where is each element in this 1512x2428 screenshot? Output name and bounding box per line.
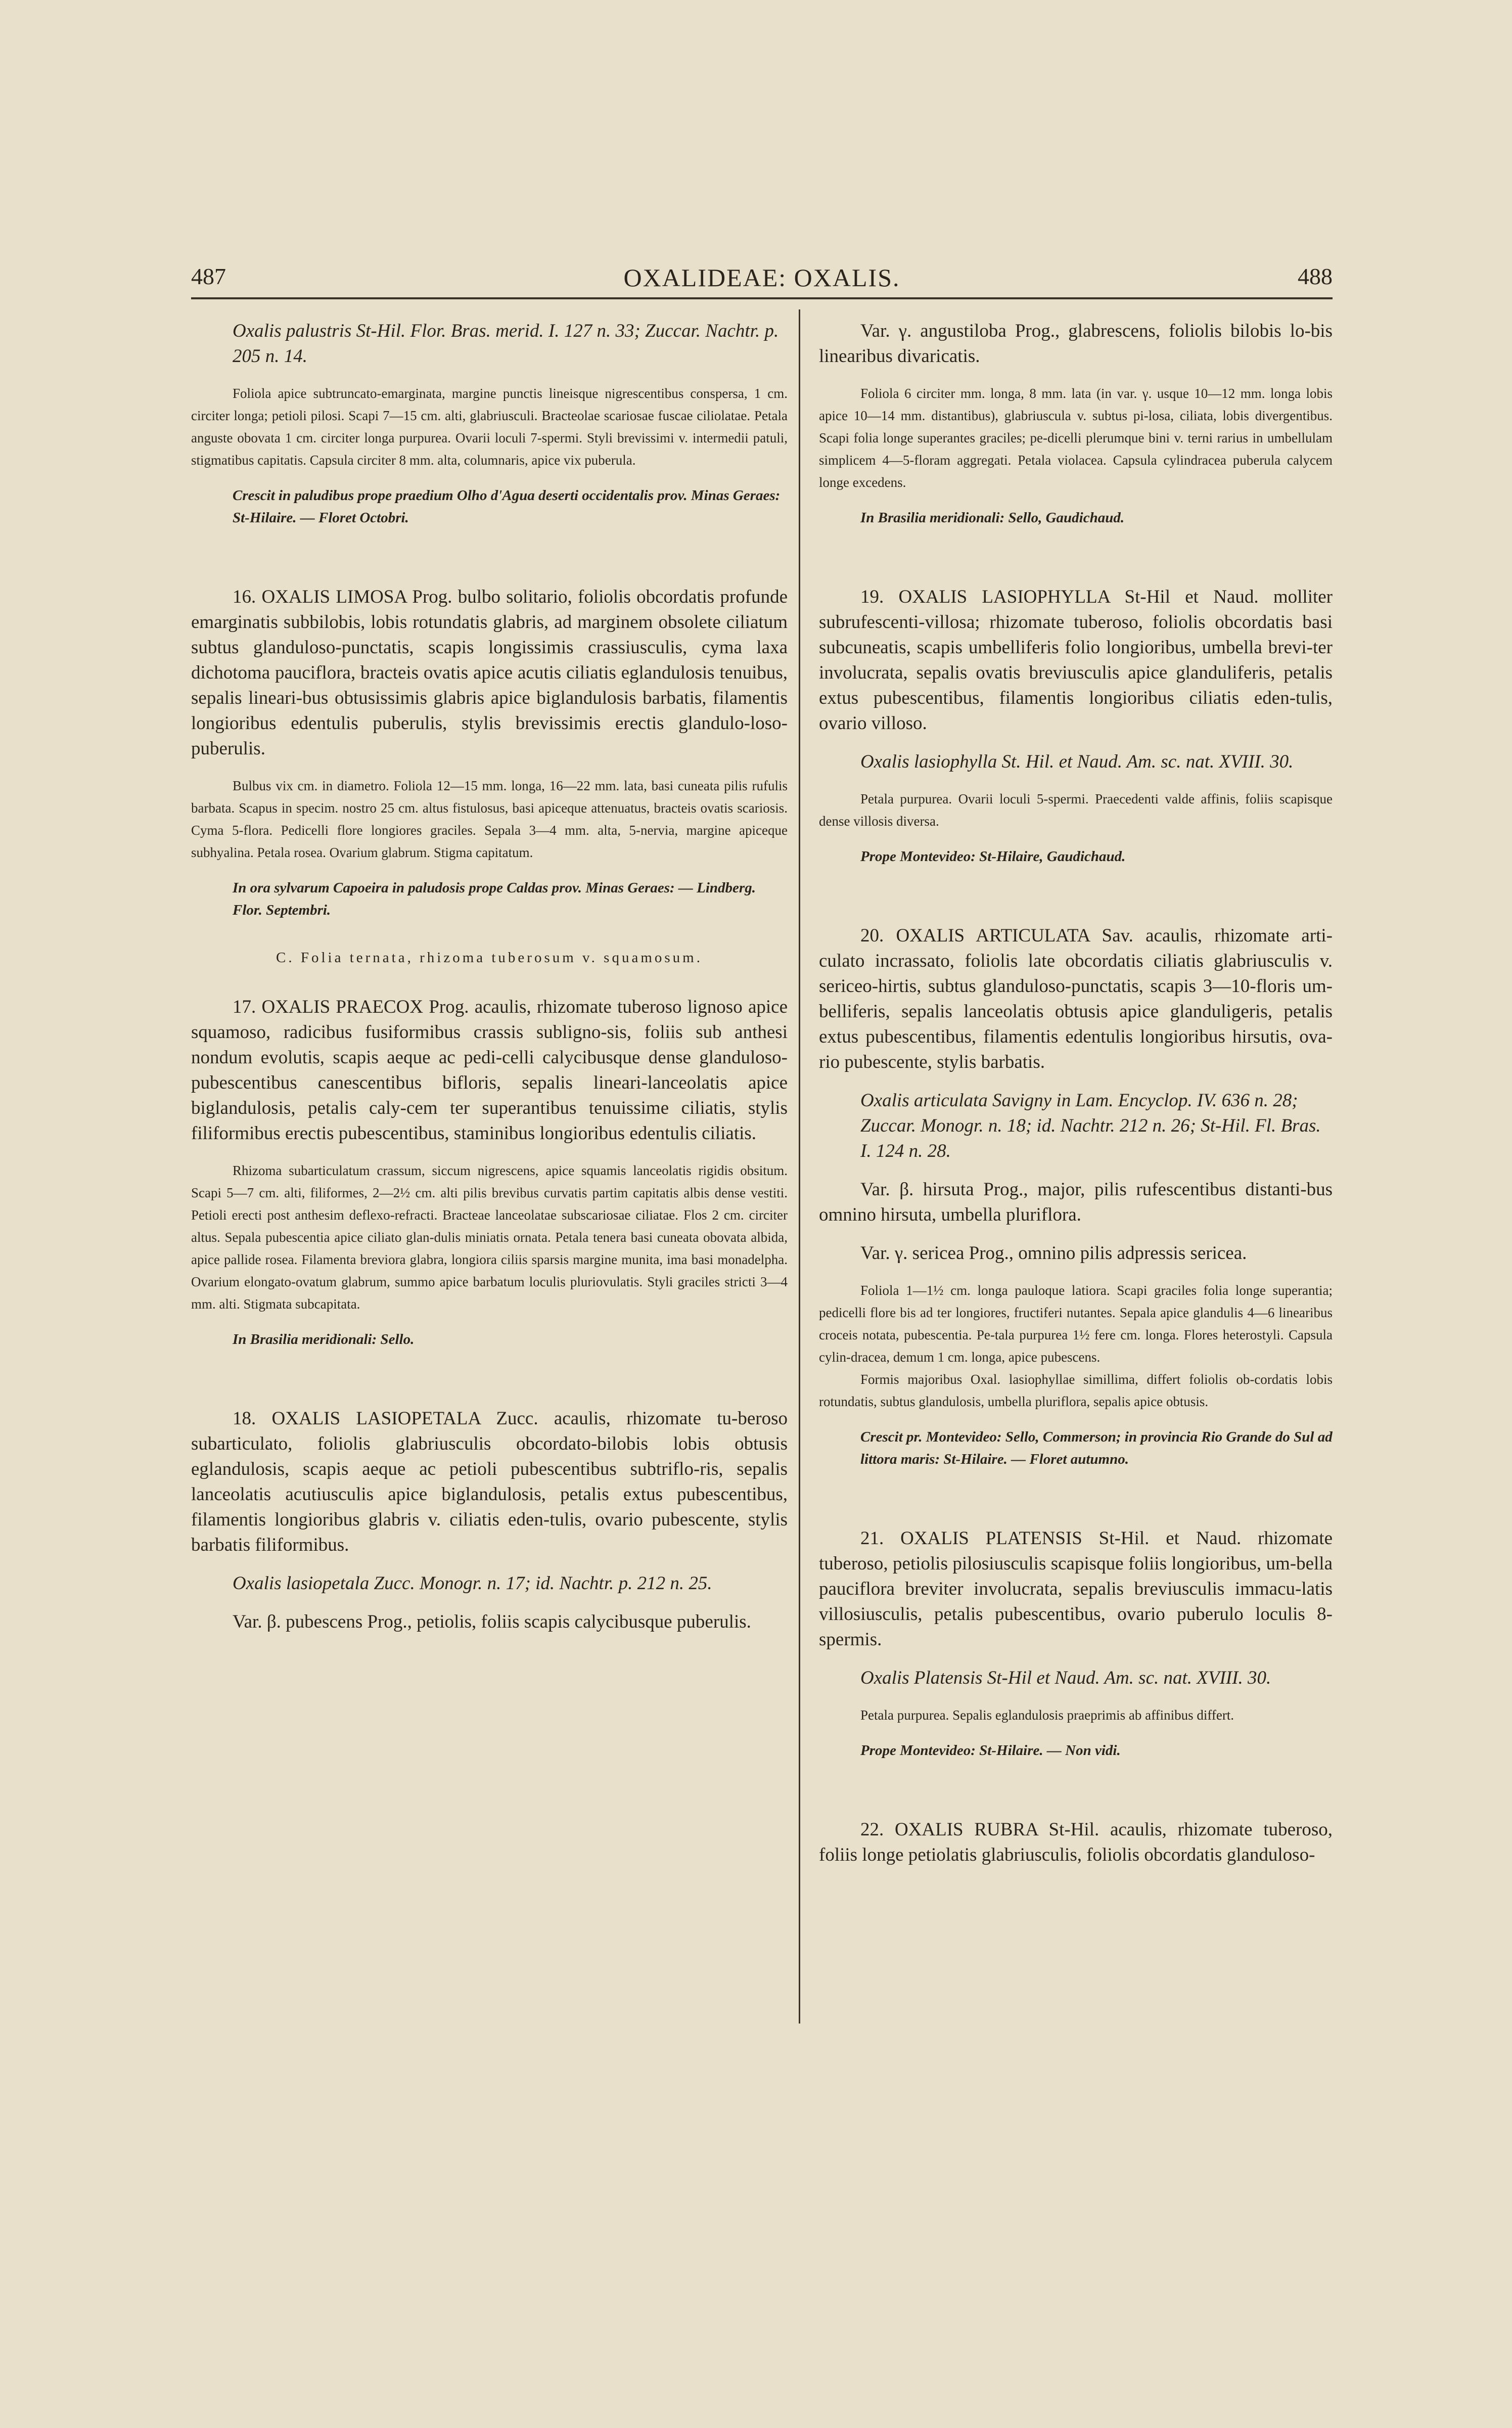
citation: Oxalis Platensis St-Hil et Naud. Am. sc. nat. XVIII. 30. — [860, 1668, 1271, 1688]
locality: In Brasilia meridionali: Sello, Gaudichaud. — [860, 510, 1125, 526]
description: Foliola 1—1½ cm. longa pauloque latiora. Scapi graciles folia longe superantia; pedicelli flore bis ad ter longiores, fructiferi nutantes. Sepala apice glandulis 4—6 linearibus croceis notata, pubescentia. Pe-tala purpurea 1½ fere cm. longa. Flores heterostyli. Capsula cylin-dracea, demum 1 cm. longa, apice pubescens. — [819, 1283, 1333, 1365]
variety: Var. β. hirsuta Prog., major, pilis rufescentibus distanti-bus omnino hirsuta, umbella pluriflora. — [819, 1179, 1333, 1225]
species-diagnosis: 20. OXALIS ARTICULATA Sav. acaulis, rhizomate arti-culato incrassato, foliolis late obcordatis ciliatis glabriusculis v. sericeo-hirtis, subtus glanduloso-punctatis, scapis 3—10-floris um-belliferis, sepalis lanceolatis obtusis apice glanduligeris, petalis extus pubescentibus, filamentis edentulis longioribus hirsutis, ova-rio pubescente, stylis barbatis. — [819, 925, 1333, 1072]
description: Bulbus vix cm. in diametro. Foliola 12—15 mm. longa, 16—22 mm. lata, basi cuneata pilis rufulis barbata. Scapus in specim. nostro 25 cm. altus fistulosus, basi apiceque attenuatus, bracteis ovatis scariosis. Cyma 5-flora. Pedicelli flore longiores graciles. Sepala 3—4 mm. alta, 5-nervia, margine apiceque subhyalina. Petala rosea. Ovarium glabrum. Stigma capitatum. — [191, 778, 788, 860]
species-diagnosis: 19. OXALIS LASIOPHYLLA St-Hil et Naud. molliter subrufescenti-villosa; rhizomate tuberoso, foliolis obcordatis basi subcuneatis, scapis umbelliferis folio longioribus, umbella brevi-ter involucrata, sepalis ovatis breviusculis apice glanduliferis, petalis extus pubescentibus, filamentis longioribus ciliatis eden-tulis, ovario villoso. — [819, 587, 1333, 734]
species-diagnosis: 21. OXALIS PLATENSIS St-Hil. et Naud. rhizomate tuberoso, petiolis pilosiusculis scapisque foliis longioribus, um-bella pauciflora breviter involucrata, sepalis breviusculis immacu-latis villosiusculis, petalis pubescentibus, ovario puberulo loculis 8-spermis. — [819, 1528, 1333, 1650]
section-heading: C. Folia ternata, rhizoma tuberosum v. squamosum. — [276, 950, 703, 966]
species-diagnosis: 16. OXALIS LIMOSA Prog. bulbo solitario, foliolis obcordatis profunde emarginatis subbilobis, lobis rotundatis glabris, ad marginem obsolete ciliatum subtus glanduloso-punctatis, scapis longissimis crassiusculis, cyma laxa dichotoma pauciflora, bracteis ovatis apice acutis ciliatis eglandulosis tenuibus, sepalis lineari-bus obtusissimis glabris apice biglandulosis barbatis, filamentis longioribus edentulis puberulis, stylis brevissimis erectis glandulo-loso-puberulis. — [191, 587, 788, 759]
variety: Var. γ. sericea Prog., omnino pilis adpressis sericea. — [860, 1243, 1247, 1264]
running-title: OXALIDEAE: OXALIS. — [623, 263, 900, 292]
description: Petala purpurea. Ovarii loculi 5-spermi. Praecedenti valde affinis, foliis scapisque dense villosis diversa. — [819, 791, 1333, 829]
locality: Crescit pr. Montevideo: Sello, Commerson; in provincia Rio Grande do Sul ad littora maris: St-Hilaire. — Floret autumno. — [860, 1429, 1333, 1467]
locality: Prope Montevideo: St-Hilaire. — Non vidi. — [860, 1742, 1121, 1759]
description: Foliola apice subtruncato-emarginata, margine punctis lineisque nigrescentibus conspersa, 1 cm. circiter longa; petioli pilosi. Scapi 7—15 cm. alti, glabriusculi. Bracteolae scariosae fuscae ciliolatae. Petala anguste obovata 1 cm. circiter longa purpurea. Ovarii loculi 7-spermi. Styli brevissimi v. intermedii patuli, stigmatibus capitatis. Capsula circiter 8 mm. alta, columnaris, apice vix puberula. — [191, 386, 788, 468]
column-divider — [799, 309, 800, 2024]
page-number-left: 487 — [191, 263, 226, 289]
page-number-right: 488 — [1298, 263, 1333, 289]
citation: Oxalis lasiopetala Zucc. Monogr. n. 17; id. Nachtr. p. 212 n. 25. — [233, 1573, 712, 1594]
species-diagnosis: 18. OXALIS LASIOPETALA Zucc. acaulis, rhizomate tu-beroso subarticulato, foliolis glabriusculis obcordato-bilobis lobis obtusis eglandulosis, scapis aeque ac petioli pubescentibus subtriflo-ris, sepalis lanceolatis acutiusculis apice biglandulosis, petalis extus pubescentibus, filamentis longioribus glabris v. ciliatis eden-tulis, ovario pubescente, stylis barbatis filiformibus. — [191, 1408, 788, 1555]
citation: Oxalis palustris St-Hil. Flor. Bras. merid. I. 127 n. 33; Zuccar. Nachtr. p. 205 n. 14. — [233, 321, 779, 367]
citation: Oxalis lasiophylla St. Hil. et Naud. Am. sc. nat. XVIII. 30. — [860, 751, 1294, 772]
left-column — [191, 319, 788, 1635]
description: Rhizoma subarticulatum crassum, siccum nigrescens, apice squamis lanceolatis rigidis obsitum. Scapi 5—7 cm. alti, filiformes, 2—2½ cm. alti pilis brevibus curvatis partim capitatis albis dense vestiti. Petioli erecti post anthesim deflexo-refracti. Bracteae lanceolatae subscariosae ciliatae. Flos 2 cm. circiter altus. Sepala pubescentia apice ciliato glan-dulis miniatis ornata. Petala tenera basi cuneata obovata albida, apice pallide rosea. Filamenta breviora glabra, longiora ciliis sparsis margine munita, ima basi monadelpha. Ovarium elongato-ovatum glabrum, summo apice barbatum loculis pluriovulatis. Styli graciles stricti 3—4 mm. alti. Stigmata subcapitata. — [191, 1163, 788, 1312]
species-diagnosis: 22. OXALIS RUBRA St-Hil. acaulis, rhizomate tuberoso, foliis longe petiolatis glabriusculis, foliolis obcordatis glanduloso- — [819, 1819, 1333, 1865]
locality: Crescit in paludibus prope praedium Olho d'Agua deserti occidentalis prov. Minas Geraes: St-Hilaire. — Floret Octobri. — [233, 487, 781, 526]
variety: Var. β. pubescens Prog., petiolis, foliis scapis calycibusque puberulis. — [233, 1611, 751, 1632]
locality: Prope Montevideo: St-Hilaire, Gaudichaud. — [860, 848, 1126, 865]
right-column — [819, 319, 1333, 1868]
species-diagnosis: 17. OXALIS PRAECOX Prog. acaulis, rhizomate tuberoso lignoso apice squamoso, radicibus fusiformibus crassis subligno-sis, foliis sub anthesi nondum evolutis, scapis aeque ac pedi-celli calycibusque dense glanduloso-pubescentibus canescentibus bifloris, sepalis lineari-lanceolatis apice biglandulosis, petalis caly-cem ter superantibus tenuissime ciliatis, stylis filiformibus erectis pubescentibus, staminibus longioribus edentulis ciliatis. — [191, 997, 788, 1144]
description: Formis majoribus Oxal. lasiophyllae simillima, differt foliolis ob-cordatis lobis rotundatis, subtus glandulosis, umbella pluriflora, sepalis apice obtusis. — [819, 1372, 1333, 1409]
locality: In ora sylvarum Capoeira in paludosis prope Caldas prov. Minas Geraes: — Lindberg. Flor. Septembri. — [233, 880, 756, 918]
description: Petala purpurea. Sepalis eglandulosis praeprimis ab affinibus differt. — [860, 1707, 1234, 1723]
description: Foliola 6 circiter mm. longa, 8 mm. lata (in var. γ. usque 10—12 mm. longa lobis apice 10—14 mm. distantibus), glabriuscula v. subtus pi-losa, ciliata, lobis divergentibus. Scapi folia longe superantes graciles; pe-dicelli plerumque bini v. terni rarius in umbellulam simplicem 4—5-floram aggregati. Petala violacea. Capsula cylindracea puberula calycem longe excedens. — [819, 386, 1333, 490]
variety: Var. γ. angustiloba Prog., glabrescens, foliolis bilobis lo-bis linearibus divaricatis. — [819, 321, 1333, 367]
locality: In Brasilia meridionali: Sello. — [233, 1331, 415, 1347]
header-rule — [191, 297, 1333, 299]
citation: Oxalis articulata Savigny in Lam. Encyclop. IV. 636 n. 28; Zuccar. Monogr. n. 18; id. Nachtr. 212 n. 26; St-Hil. Fl. Bras. I. 124 n. 28. — [860, 1090, 1321, 1161]
